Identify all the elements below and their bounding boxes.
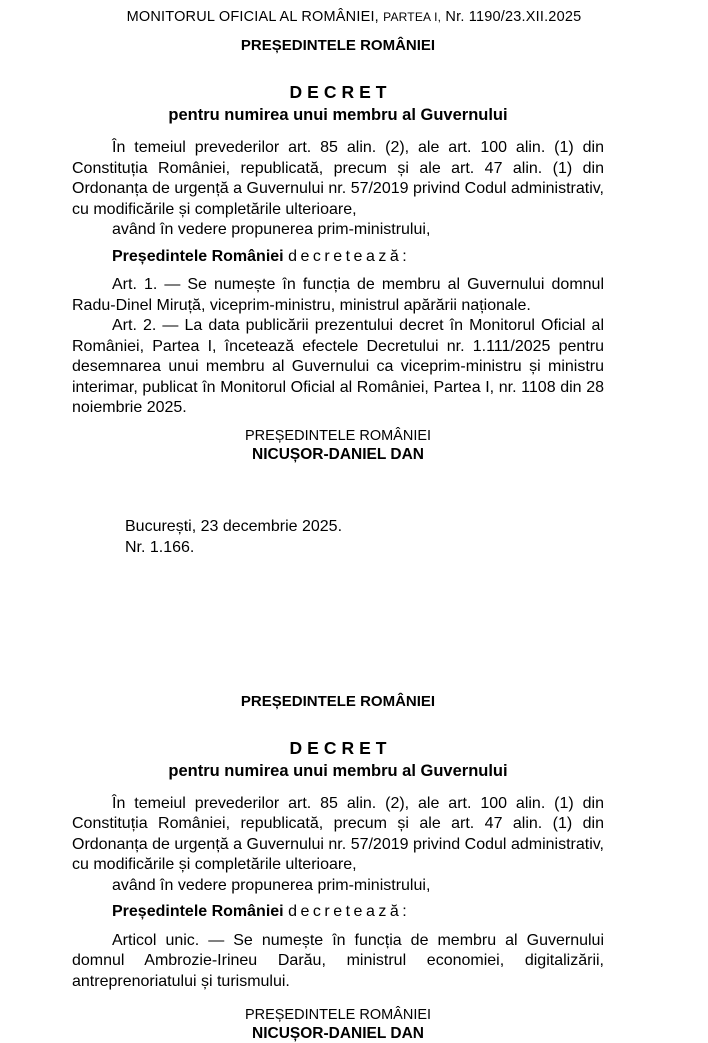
- article-unique: Articol unic. — Se numește în funcția de membru al Guvernului domnul Ambrozie-Irineu Darău, ministrul economiei, digitalizării, antreprenoriatului și turismului.: [72, 931, 604, 993]
- decree-1: [72, 37, 604, 558]
- signature-role: PREȘEDINTELE ROMÂNIEI: [72, 427, 604, 445]
- articles: [72, 931, 604, 993]
- decree-title: DECRET: [72, 82, 604, 103]
- date-block: [125, 516, 604, 558]
- journal-title: MONITORUL OFICIAL AL ROMÂNIEI,: [127, 9, 379, 25]
- content-column: [72, 37, 604, 1043]
- preamble-paragraph: În temeiul prevederilor art. 85 alin. (2), ale art. 100 alin. (1) din Constituția României, republicată, precum și ale art. 47 alin. (1) din Ordonanța de urgență a Guvernului nr. 57/2019 privind Codul administrativ, cu modificările și completările ulterioare,: [72, 138, 604, 220]
- decree-subtitle: pentru numirea unui membru al Guvernului: [72, 761, 604, 781]
- preamble-paragraph: În temeiul prevederilor art. 85 alin. (2), ale art. 100 alin. (1) din Constituția României, republicată, precum și ale art. 47 alin. (1) din Ordonanța de urgență a Guvernului nr. 57/2019 privind Codul administrativ, cu modificările și completările ulterioare,: [72, 794, 604, 876]
- enacting-clause: [72, 247, 604, 268]
- decree-subtitle: pentru numirea unui membru al Guvernului: [72, 105, 604, 125]
- article-2: Art. 2. — La data publicării prezentului decret în Monitorul Oficial al României, Partea I, încetează efectele Decretului nr. 1.111/2025 pentru desemnarea unui membru al Guvernului ca viceprim-ministru și ministru interimar, publicat în Monitorul Oficial al României, Partea I, nr. 1108 din 28 noiembrie 2025.: [72, 316, 604, 419]
- journal-part: PARTEA I,: [383, 10, 441, 24]
- enacting-verb: decretează:: [288, 248, 410, 265]
- articles: [72, 275, 604, 419]
- signature-block: [72, 427, 604, 464]
- journal-issue: Nr. 1190/23.XII.2025: [445, 9, 581, 25]
- having-clause: având în vedere propunerea prim-ministrului,: [72, 220, 604, 241]
- decree-2: [72, 693, 604, 1043]
- signature-name: NICUȘOR-DANIEL DAN: [72, 1024, 604, 1043]
- decree-title: DECRET: [72, 738, 604, 759]
- enacting-subject: Președintele României: [112, 903, 284, 920]
- issuer-heading: PREȘEDINTELE ROMÂNIEI: [72, 693, 604, 711]
- article-1: Art. 1. — Se numește în funcția de membru al Guvernului domnul Radu-Dinel Miruță, viceprim-ministru, ministrul apărării naționale.: [72, 275, 604, 316]
- journal-header: [0, 0, 708, 26]
- signature-role: PREȘEDINTELE ROMÂNIEI: [72, 1006, 604, 1024]
- having-clause: având în vedere propunerea prim-ministrului,: [72, 876, 604, 897]
- decree-number: Nr. 1.166.: [125, 537, 604, 558]
- enacting-clause: [72, 902, 604, 923]
- enacting-subject: Președintele României: [112, 248, 284, 265]
- signature-name: NICUȘOR-DANIEL DAN: [72, 445, 604, 464]
- issuer-heading: PREȘEDINTELE ROMÂNIEI: [72, 37, 604, 55]
- enacting-verb: decretează:: [288, 903, 410, 920]
- signature-block: [72, 1006, 604, 1043]
- place-date: București, 23 decembrie 2025.: [125, 516, 604, 537]
